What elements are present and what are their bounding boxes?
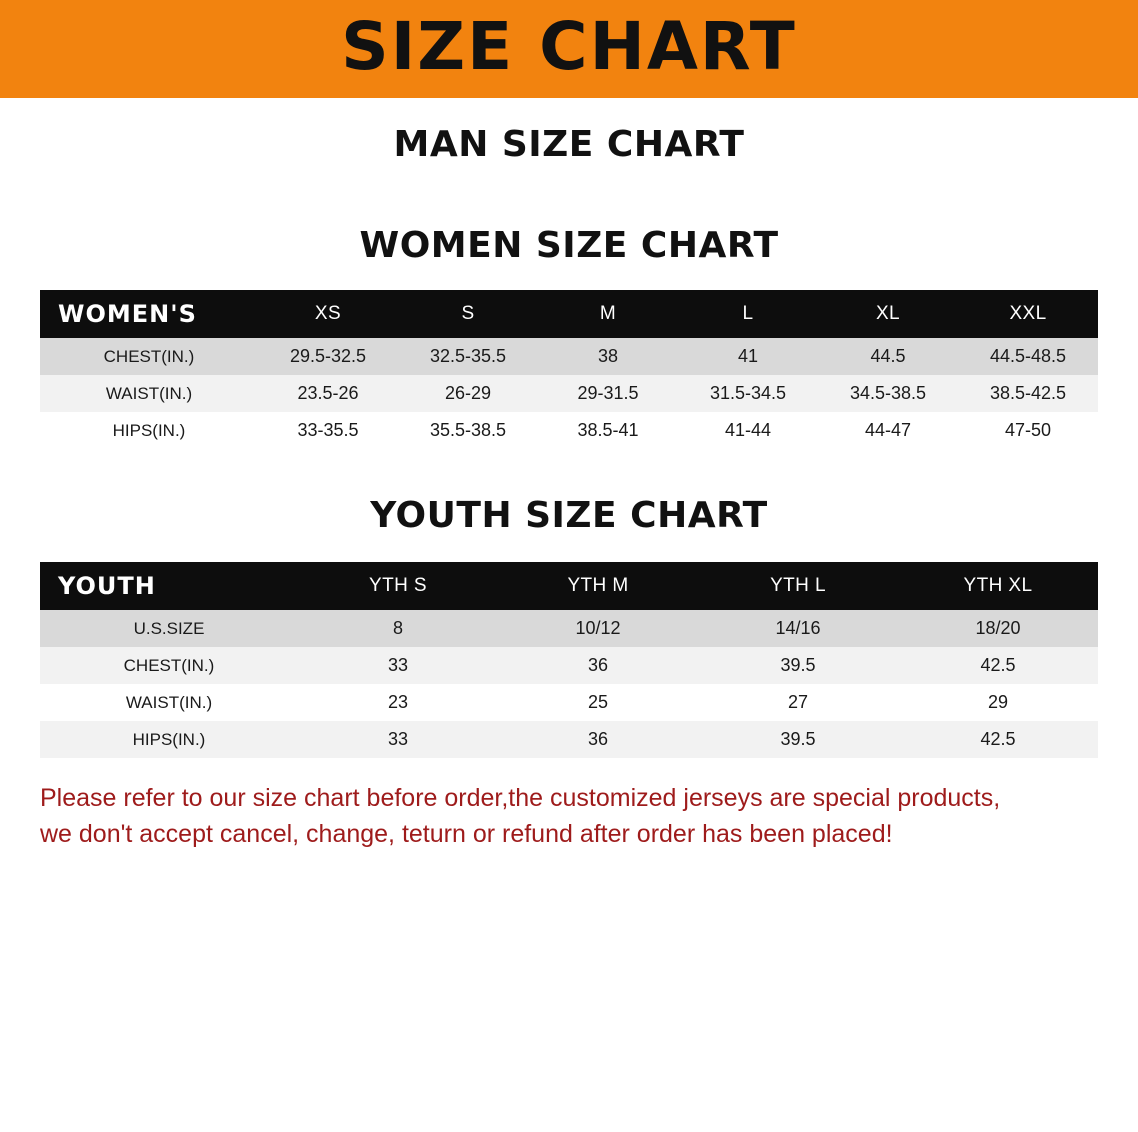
table-cell: 8	[298, 610, 498, 647]
women-table-wrap	[40, 290, 1098, 449]
man-section-heading: MAN SIZE CHART	[393, 124, 745, 165]
table-cell: 25	[498, 684, 698, 721]
table-cell: 34.5-38.5	[818, 375, 958, 412]
youth-column-header: YTH L	[770, 575, 826, 596]
women-section-heading: WOMEN SIZE CHART	[359, 225, 779, 266]
table-cell: 35.5-38.5	[398, 412, 538, 449]
table-cell: 36	[498, 721, 698, 758]
table-row	[40, 412, 1098, 449]
table-cell: 44.5	[818, 338, 958, 375]
table-cell: 38.5-42.5	[958, 375, 1098, 412]
youth-column-header: YTH XL	[963, 575, 1033, 596]
table-cell: 41-44	[678, 412, 818, 449]
youth-row-label: WAIST(IN.)	[40, 684, 298, 721]
table-cell: 32.5-35.5	[398, 338, 538, 375]
table-cell: 33	[298, 721, 498, 758]
table-row	[40, 721, 1098, 758]
women-column-header: XL	[875, 303, 901, 324]
women-row-label: CHEST(IN.)	[40, 338, 258, 375]
table-cell: 33	[298, 647, 498, 684]
table-row	[40, 684, 1098, 721]
women-corner-label: WOMEN'S	[58, 300, 197, 328]
table-cell: 47-50	[958, 412, 1098, 449]
women-column-header: XXL	[1009, 303, 1047, 324]
youth-corner-label: YOUTH	[58, 572, 156, 600]
women-column-header: M	[599, 303, 617, 324]
table-cell: 38	[538, 338, 678, 375]
table-body	[40, 338, 1098, 449]
table-row	[40, 610, 1098, 647]
table-cell: 14/16	[698, 610, 898, 647]
table-cell: 29.5-32.5	[258, 338, 398, 375]
table-cell: 38.5-41	[538, 412, 678, 449]
youth-column-header: YTH S	[369, 575, 427, 596]
table-cell: 36	[498, 647, 698, 684]
table-row	[40, 338, 1098, 375]
table-cell: 39.5	[698, 647, 898, 684]
youth-row-label: U.S.SIZE	[40, 610, 298, 647]
women-column-header: L	[742, 303, 754, 324]
table-cell: 26-29	[398, 375, 538, 412]
table-cell: 31.5-34.5	[678, 375, 818, 412]
table-cell: 23.5-26	[258, 375, 398, 412]
table-header	[40, 562, 1098, 610]
table-cell: 33-35.5	[258, 412, 398, 449]
table-header-row	[40, 562, 1098, 610]
table-cell: 29	[898, 684, 1098, 721]
youth-section-heading: YOUTH SIZE CHART	[370, 495, 768, 536]
banner	[0, 0, 1138, 98]
youth-row-label: CHEST(IN.)	[40, 647, 298, 684]
table-cell: 42.5	[898, 721, 1098, 758]
table-cell: 23	[298, 684, 498, 721]
policy-note-line-1: Please refer to our size chart before order,the customized jerseys are special products,	[40, 784, 1001, 812]
policy-note-line-2: we don't accept cancel, change, teturn or refund after order has been placed!	[40, 820, 893, 849]
youth-row-label: HIPS(IN.)	[40, 721, 298, 758]
table-cell: 44-47	[818, 412, 958, 449]
women-column-header: S	[461, 303, 475, 324]
table-cell: 44.5-48.5	[958, 338, 1098, 375]
table-row	[40, 647, 1098, 684]
table-cell: 39.5	[698, 721, 898, 758]
women-column-header: XS	[314, 303, 342, 324]
youth-table-wrap	[40, 562, 1098, 758]
table-row	[40, 375, 1098, 412]
youth-size-table	[40, 562, 1098, 758]
women-size-table	[40, 290, 1098, 449]
policy-note	[40, 780, 1098, 853]
table-header-row	[40, 290, 1098, 338]
table-body	[40, 610, 1098, 758]
table-cell: 29-31.5	[538, 375, 678, 412]
table-header	[40, 290, 1098, 338]
table-cell: 41	[678, 338, 818, 375]
page-title: SIZE CHART	[341, 8, 797, 85]
table-cell: 18/20	[898, 610, 1098, 647]
table-cell: 42.5	[898, 647, 1098, 684]
women-row-label: WAIST(IN.)	[40, 375, 258, 412]
women-row-label: HIPS(IN.)	[40, 412, 258, 449]
table-cell: 10/12	[498, 610, 698, 647]
youth-column-header: YTH M	[567, 575, 629, 596]
table-cell: 27	[698, 684, 898, 721]
